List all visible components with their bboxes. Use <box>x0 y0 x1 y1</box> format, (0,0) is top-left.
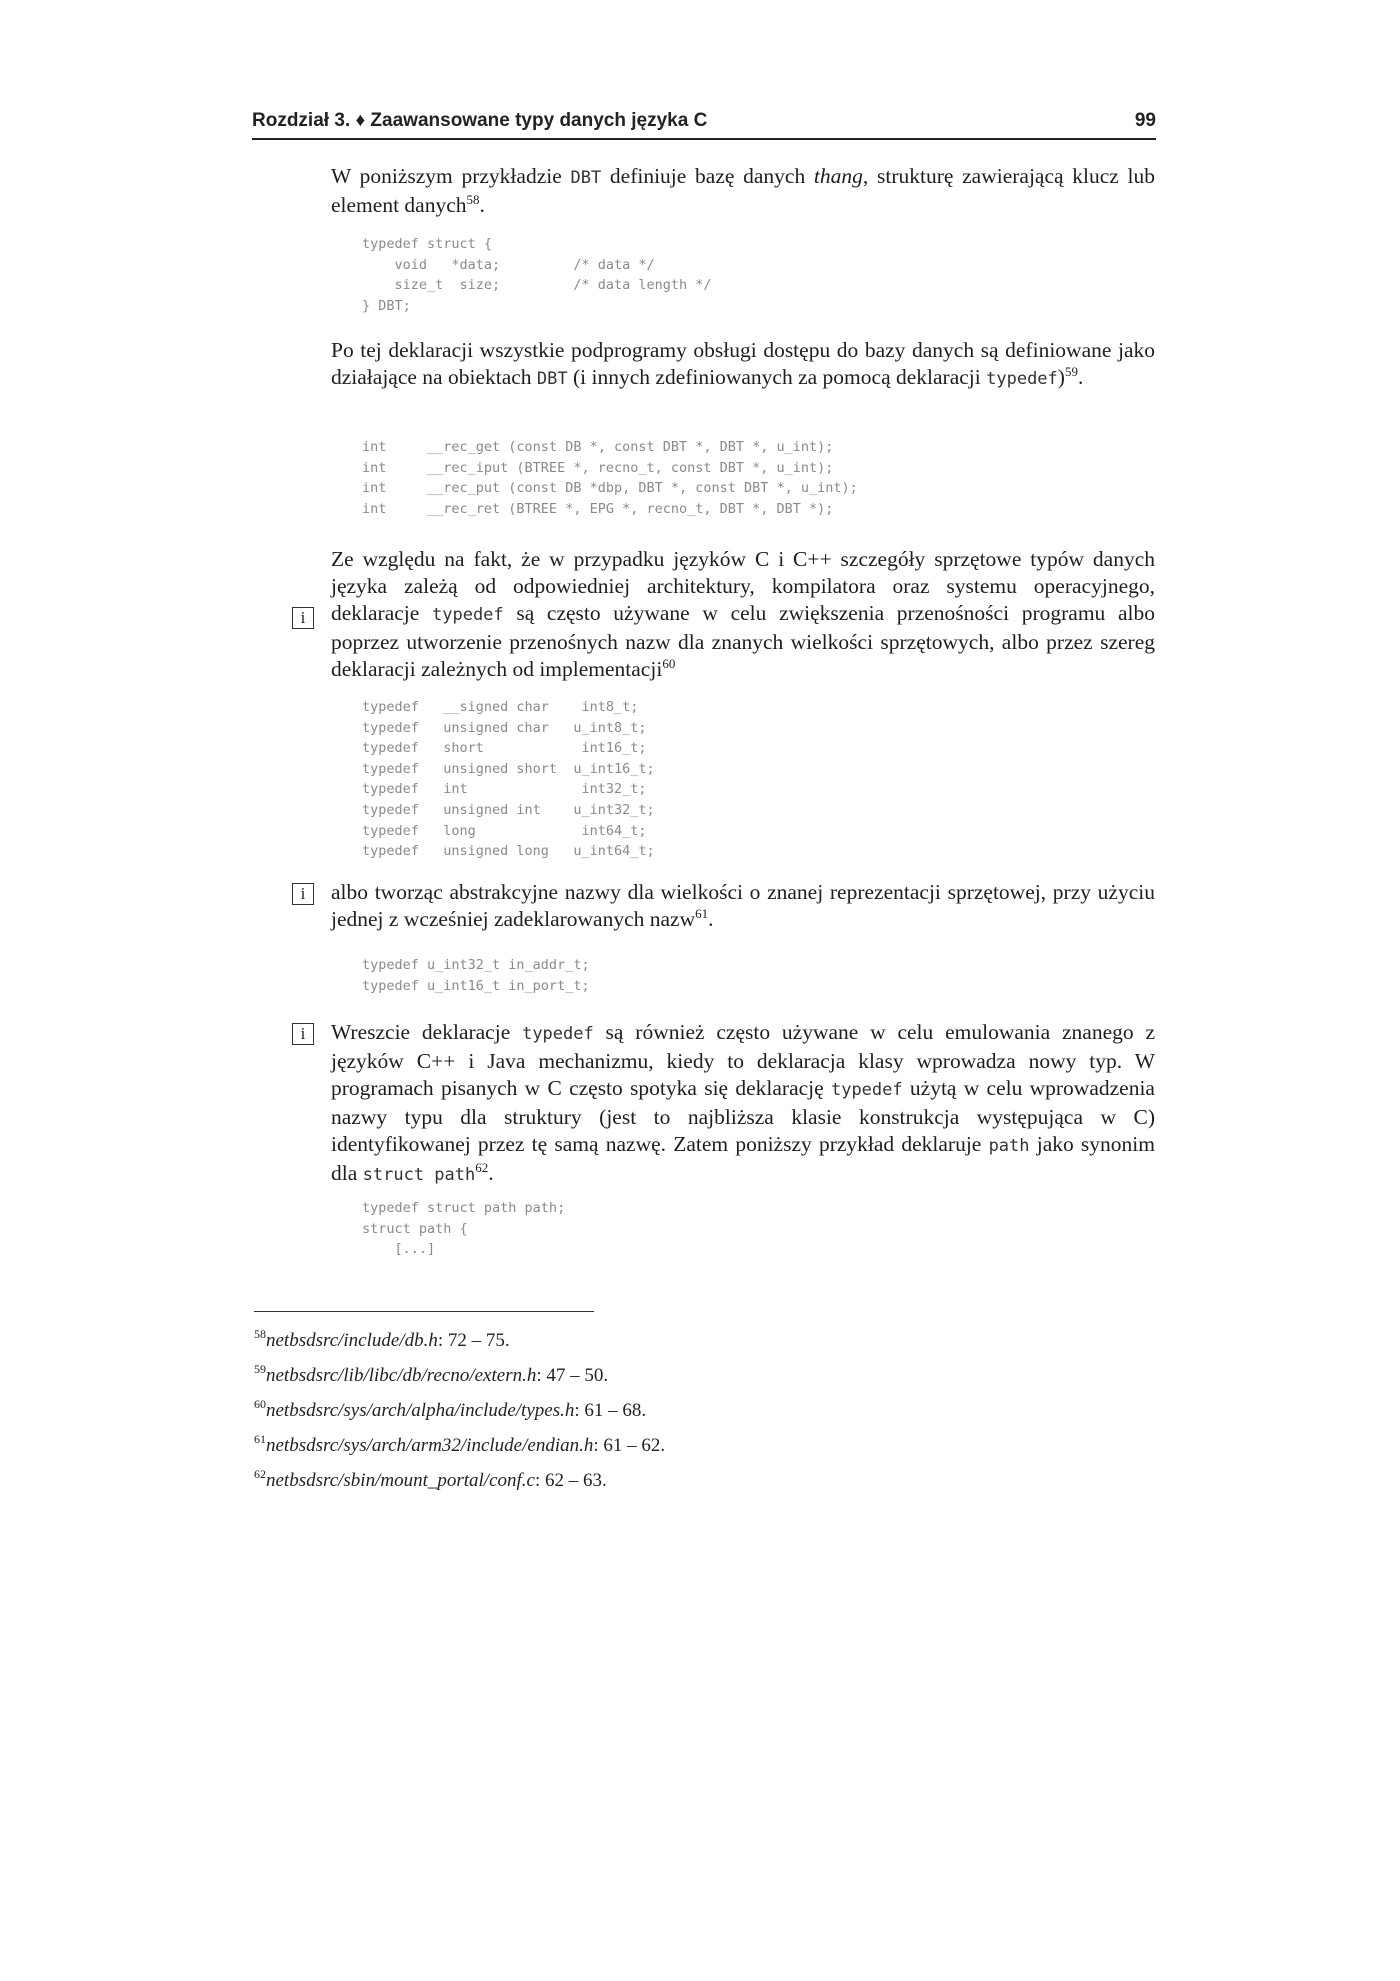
footnote-lines: : 61 – 62. <box>593 1435 666 1456</box>
text-span: jako synonim dla <box>331 1132 1155 1185</box>
text-span: . <box>708 907 714 931</box>
footnote-ref[interactable]: 60 <box>662 655 676 671</box>
chapter-title: Rozdział 3. ♦ Zaawansowane typy danych języka C <box>252 110 708 131</box>
text-span: Po tej deklaracji wszystkie podprogramy obsługi dostępu do bazy danych są definiowane jako działające na obiektach <box>331 338 1155 389</box>
footnote-path: netbsdsrc/sbin/mount_portal/conf.c <box>266 1470 535 1491</box>
info-icon: i <box>292 1023 314 1045</box>
footnote-number: 58 <box>254 1327 266 1341</box>
paragraph-3 <box>331 546 1155 683</box>
info-icon: i <box>292 883 314 905</box>
inline-code: path <box>988 1136 1030 1156</box>
footnote-path: netbsdsrc/lib/libc/db/recno/extern.h <box>266 1365 537 1386</box>
inline-code: DBT <box>570 168 602 188</box>
footnote-59 <box>254 1357 854 1388</box>
footnote-lines: : 72 – 75. <box>437 1330 510 1351</box>
footnote-lines: : 61 – 68. <box>574 1400 647 1421</box>
text-span: użytą w celu wprowadzenia nazwy typu dla struktury (jest to najbliższa klasie konstrukcja występująca w C) identyfikowanej przez tę samą nazwę. Zatem poniższy przykład deklaruje <box>331 1076 1155 1156</box>
text-span: W poniższym przykładzie <box>331 164 571 188</box>
footnote-60 <box>254 1392 854 1423</box>
text-span: . <box>1077 365 1084 389</box>
footnote-path: netbsdsrc/include/db.h <box>266 1330 438 1351</box>
footnote-number: 62 <box>254 1467 266 1481</box>
text-span: ) <box>1057 365 1065 389</box>
footnote-path: netbsdsrc/sys/arch/alpha/include/types.h <box>266 1400 575 1421</box>
text-span: są często używane w celu zwiększenia przenośności programu albo poprzez utworzenie przenośnych nazw dla znanych wielkości sprzętowych, albo przez szereg deklaracji zależnych od implementacji <box>331 601 1155 681</box>
page-number: 99 <box>1134 110 1156 131</box>
inline-code: typedef <box>522 1024 594 1044</box>
text-span: Ze względu na fakt, że w przypadku języków C i C++ szczegóły sprzętowe typów danych języka zależą od odpowiedniej architektury, kompilatora oraz systemu operacyjnego, deklaracje <box>331 547 1155 625</box>
italic-term: thang <box>813 164 863 188</box>
footnote-ref[interactable]: 59 <box>1064 363 1078 379</box>
footnote-separator <box>254 1311 594 1312</box>
text-span: , strukturę zawierającą klucz lub element danych <box>331 164 1155 217</box>
text-span: albo tworząc abstrakcyjne nazwy dla wielkości o znanej reprezentacji sprzętowej, przy użyciu jednej z wcześniej zadeklarowanych nazw <box>331 880 1155 931</box>
code-block-addr-types: typedef u_int32_t in_addr_t; typedef u_int16_t in_port_t; <box>362 957 590 994</box>
footnote-ref[interactable]: 61 <box>695 905 709 921</box>
inline-code: typedef <box>432 605 504 625</box>
text-span: . <box>479 193 485 217</box>
footnote-path: netbsdsrc/sys/arch/arm32/include/endian.h <box>266 1435 594 1456</box>
footnote-ref[interactable]: 58 <box>466 191 480 207</box>
footnote-61 <box>254 1427 854 1458</box>
code-block-rec-functions: int __rec_get (const DB *, const DBT *, DBT *, u_int); int __rec_iput (BTREE *, recno_t, const DBT *, u_int); int __rec_put (const DB *dbp, DBT *, const DBT *, u_int); int __rec_ret (BTREE *, EPG *, recno_t, DBT *, DBT *); <box>362 439 858 517</box>
footnote-number: 61 <box>254 1432 266 1446</box>
footnote-58 <box>254 1322 854 1353</box>
code-block-int-types: typedef __signed char int8_t; typedef unsigned char u_int8_t; typedef short int16_t; typedef unsigned short u_int16_t; typedef int int32_t; typedef unsigned int u_int32_t; typedef long int64_t; typedef unsigned long u_int64_t; <box>362 699 655 860</box>
text-span: (i innych zdefiniowanych za pomocą deklaracji <box>567 365 987 389</box>
footnote-lines: : 47 – 50. <box>536 1365 609 1386</box>
inline-code: DBT <box>536 369 568 389</box>
footnote-ref[interactable]: 62 <box>475 1159 489 1175</box>
running-header <box>252 102 1156 140</box>
paragraph-5 <box>331 1019 1155 1189</box>
footnote-number: 60 <box>254 1397 266 1411</box>
footnote-62 <box>254 1462 854 1493</box>
footnote-lines: : 62 – 63. <box>534 1470 607 1491</box>
footnote-number: 59 <box>254 1362 266 1376</box>
code-block-path: typedef struct path path; struct path { [...] <box>362 1200 566 1258</box>
text-span: Wreszcie deklaracje <box>331 1020 523 1044</box>
inline-code: struct path <box>362 1165 476 1185</box>
text-span: . <box>488 1161 494 1185</box>
text-span: definiuje bazę danych <box>601 164 814 188</box>
inline-code: typedef <box>830 1080 903 1100</box>
info-icon: i <box>292 607 314 629</box>
paragraph-1 <box>331 163 1155 219</box>
paragraph-4 <box>331 879 1155 933</box>
inline-code: typedef <box>986 369 1058 389</box>
paragraph-2 <box>331 337 1155 393</box>
code-block-dbt: typedef struct { void *data; /* data */ size_t size; /* data length */ } DBT; <box>362 236 712 314</box>
text-span: są również często używane w celu emulowania znanego z języków C++ i Java mechanizmu, kiedy to deklaracja klasy wprowadza nowy typ. W programach pisanych w C często spotyka się deklarację <box>331 1020 1155 1100</box>
